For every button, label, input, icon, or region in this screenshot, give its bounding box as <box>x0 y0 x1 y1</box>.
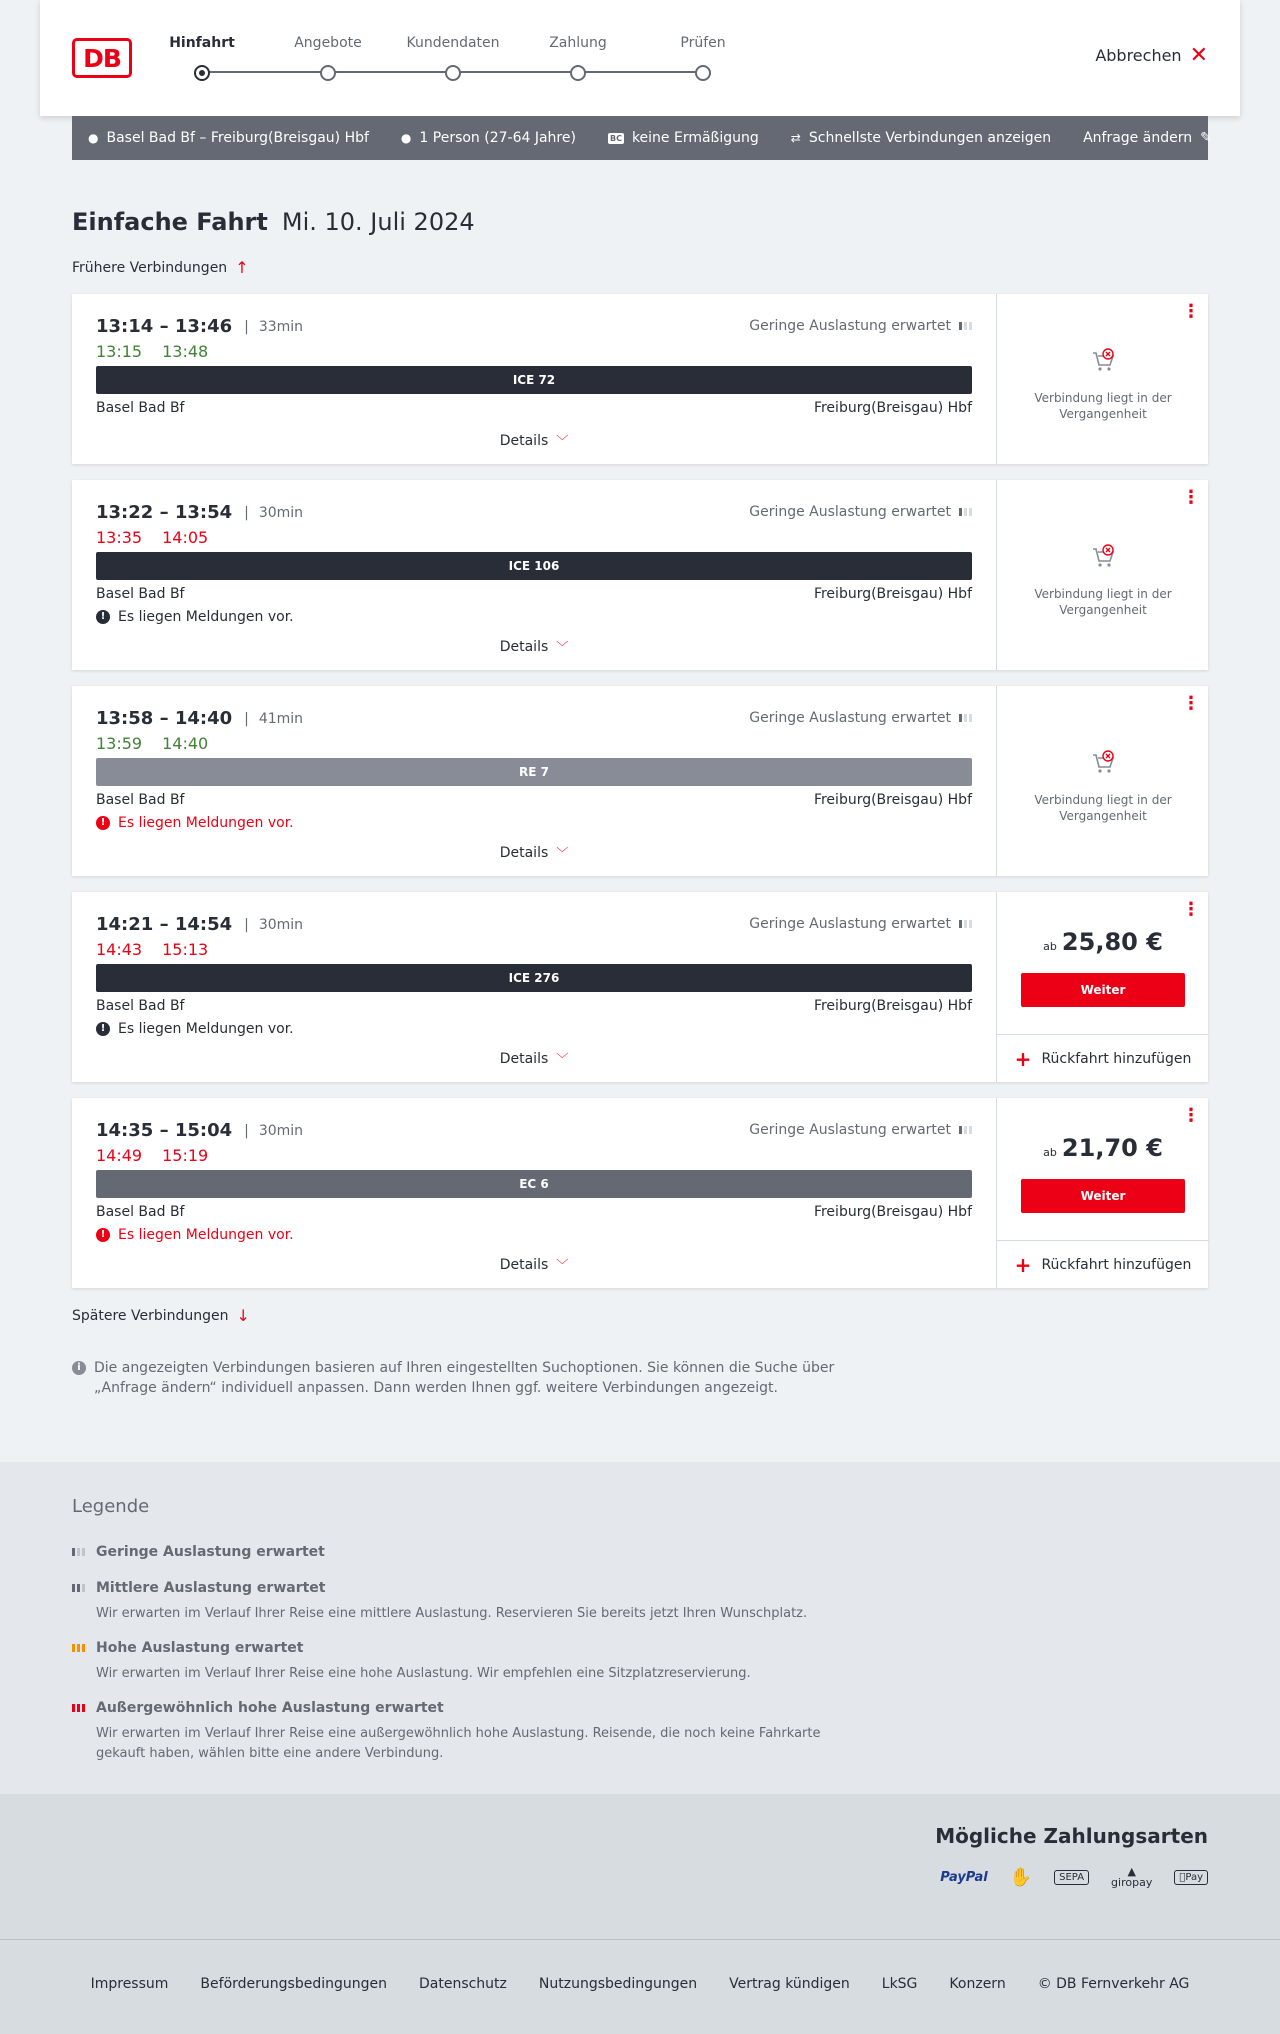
legend-label: Geringe Auslastung erwartet <box>96 1544 325 1560</box>
route-summary[interactable] <box>88 130 369 146</box>
departure-station: Basel Bad Bf <box>96 586 185 602</box>
earlier-label: Frühere Verbindungen <box>72 259 228 276</box>
close-icon: ✕ <box>1189 42 1208 68</box>
train-bar[interactable]: EC 6 <box>96 1170 972 1198</box>
payment-logos <box>940 1866 1208 1888</box>
details-label: Details <box>499 1257 549 1273</box>
connection-times <box>96 502 303 523</box>
trip-type: Einfache Fahrt <box>72 208 268 236</box>
more-options-icon[interactable]: ⋮ <box>1182 693 1200 714</box>
realtime-times <box>96 528 208 547</box>
occupancy-indicator <box>749 916 972 932</box>
step-label: Zahlung <box>549 35 607 51</box>
disruption-message <box>96 815 294 831</box>
realtime-departure: 13:35 <box>96 528 143 547</box>
disruption-message <box>96 1021 294 1037</box>
connection-times <box>96 316 303 337</box>
details-toggle[interactable] <box>72 638 996 655</box>
chevron-down-icon: ﹀ <box>556 1258 569 1272</box>
step-label: Angebote <box>294 35 362 51</box>
add-return-trip-button[interactable] <box>997 1240 1209 1288</box>
payment-methods <box>0 1794 1280 1939</box>
occupancy-low-icon <box>959 322 972 330</box>
step-hinfahrt[interactable] <box>142 34 262 81</box>
connection-times <box>96 708 303 729</box>
occupancy-low-icon <box>959 920 972 928</box>
occupancy-exceptional-icon <box>72 1704 86 1712</box>
legend-label: Mittlere Auslastung erwartet <box>96 1580 326 1596</box>
arrow-down-icon: ↓ <box>236 1306 250 1325</box>
giropay-label: giropay <box>1111 1876 1153 1889</box>
separator: | <box>244 710 249 727</box>
details-toggle[interactable] <box>72 1050 996 1067</box>
chevron-down-icon: ﹀ <box>556 640 569 654</box>
planned-times: 14:21 – 14:54 <box>96 914 233 935</box>
sepa-icon: SEPA <box>1054 1870 1089 1885</box>
later-connections-button[interactable] <box>72 1306 250 1325</box>
step-label: Prüfen <box>680 35 726 51</box>
duration: 41min <box>258 710 304 727</box>
occupancy-indicator <box>749 710 972 726</box>
cart-unavailable-icon <box>1090 750 1116 776</box>
alert-icon: ! <box>96 610 110 624</box>
details-label: Details <box>499 433 549 449</box>
more-options-icon[interactable]: ⋮ <box>1182 301 1200 322</box>
legend-item-low <box>72 1544 852 1560</box>
chevron-down-icon: ﹀ <box>556 1052 569 1066</box>
past-text: Verbindung liegt in der Vergangenheit <box>1034 587 1172 617</box>
applepay-label: Pay <box>1185 1871 1203 1883</box>
realtime-arrival: 15:13 <box>162 940 209 959</box>
passenger-text: 1 Person (27-64 Jahre) <box>419 130 576 146</box>
duration: 30min <box>258 1122 304 1139</box>
step-dot <box>194 65 210 81</box>
route-text: Basel Bad Bf – Freiburg(Breisgau) Hbf <box>106 130 369 146</box>
connection-main[interactable] <box>72 480 996 670</box>
swap-arrows-icon: ⇄ <box>790 131 801 145</box>
realtime-arrival: 15:19 <box>162 1146 209 1165</box>
arrival-station: Freiburg(Breisgau) Hbf <box>813 998 972 1014</box>
price-amount: 21,70 € <box>1061 1134 1163 1162</box>
edit-request-button[interactable] <box>1083 130 1212 146</box>
offer-panel <box>996 294 1208 464</box>
past-text: Verbindung liegt in der Vergangenheit <box>1034 391 1172 421</box>
connection-times <box>96 914 303 935</box>
page-title <box>72 208 475 236</box>
add-return-trip-button[interactable] <box>997 1034 1209 1082</box>
later-label: Spätere Verbindungen <box>72 1307 229 1324</box>
step-pruefen[interactable] <box>643 34 763 81</box>
details-toggle[interactable] <box>72 844 996 861</box>
footer-links <box>0 1976 1280 1992</box>
giropay-logo: ▲ giropay <box>1111 1865 1153 1889</box>
footer-link-konzern[interactable]: Konzern <box>949 1976 1006 1992</box>
continue-button[interactable]: Weiter <box>1021 1179 1185 1213</box>
message-text: Es liegen Meldungen vor. <box>118 1021 294 1037</box>
occupancy-low-icon <box>959 1126 972 1134</box>
realtime-arrival: 13:48 <box>162 342 209 361</box>
train-bar[interactable]: ICE 72 <box>96 366 972 394</box>
occupancy-indicator <box>749 1122 972 1138</box>
footer-copyright: © DB Fernverkehr AG <box>1037 1976 1190 1992</box>
train-bar[interactable]: ICE 106 <box>96 552 972 580</box>
db-logo[interactable]: DB <box>72 38 132 78</box>
legend-label: Hohe Auslastung erwartet <box>96 1640 304 1656</box>
cancel-button[interactable] <box>1095 42 1208 68</box>
station-row <box>96 586 972 602</box>
cart-unavailable-icon <box>1090 544 1116 570</box>
past-connection-notice <box>997 348 1209 422</box>
discount-summary[interactable] <box>608 130 759 146</box>
offer-panel <box>996 892 1208 1082</box>
bahncard-icon: BC <box>609 133 622 143</box>
realtime-departure: 14:43 <box>96 940 143 959</box>
legend-title: Legende <box>72 1496 150 1517</box>
footer-link-datenschutz[interactable]: Datenschutz <box>418 1976 507 1992</box>
continue-button[interactable]: Weiter <box>1021 973 1185 1007</box>
legend-description: Wir erwarten im Verlauf Ihrer Reise eine außergewöhnlich hohe Auslastung. Reisende, die noch keine Fahrkarte gekauft haben, wählen bitte eine andere Verbindung. <box>96 1726 821 1761</box>
planned-times: 13:58 – 14:40 <box>96 708 233 729</box>
chevron-down-icon: ﹀ <box>556 434 569 448</box>
paypal-logo: PayPal <box>940 1869 988 1885</box>
details-toggle[interactable] <box>72 432 996 449</box>
legend-description: Wir erwarten im Verlauf Ihrer Reise eine mittlere Auslastung. Reservieren Sie bereits jetzt Ihren Wunschplatz. <box>96 1606 808 1621</box>
footer-link-lksg[interactable]: LkSG <box>881 1976 918 1992</box>
arrival-station: Freiburg(Breisgau) Hbf <box>813 400 972 416</box>
details-label: Details <box>499 1051 549 1067</box>
occupancy-text: Geringe Auslastung erwartet <box>749 916 951 932</box>
fastest-toggle[interactable] <box>791 130 1051 146</box>
departure-station: Basel Bad Bf <box>96 1204 185 1220</box>
step-dot <box>695 65 711 81</box>
cancel-label: Abbrechen <box>1095 46 1182 65</box>
realtime-times <box>96 1146 208 1165</box>
realtime-times <box>96 940 208 959</box>
footer-link-impressum[interactable]: Impressum <box>90 1976 169 1992</box>
offer-panel <box>996 686 1208 876</box>
search-summary-bar <box>72 116 1212 160</box>
message-text: Es liegen Meldungen vor. <box>118 609 294 625</box>
more-options-icon[interactable]: ⋮ <box>1182 487 1200 508</box>
duration: 30min <box>258 916 304 933</box>
legend-item-medium <box>72 1580 852 1624</box>
earlier-connections-button[interactable] <box>72 258 249 277</box>
edit-request-label: Anfrage ändern <box>1083 130 1193 146</box>
price-amount: 25,80 € <box>1061 928 1163 956</box>
occupancy-text: Geringe Auslastung erwartet <box>749 710 951 726</box>
connection-main[interactable] <box>72 686 996 876</box>
footer-link-befoerderungsbedingungen[interactable]: Beförderungsbedingungen <box>200 1976 387 1992</box>
step-kundendaten[interactable] <box>393 34 513 81</box>
station-row <box>96 998 972 1014</box>
booking-stepper <box>169 34 726 84</box>
occupancy-low-icon <box>959 714 972 722</box>
station-row <box>96 1204 972 1220</box>
header <box>40 0 1240 116</box>
occupancy-text: Geringe Auslastung erwartet <box>749 1122 951 1138</box>
fastest-text: Schnellste Verbindungen anzeigen <box>808 130 1052 146</box>
station-row <box>96 400 972 416</box>
separator: | <box>244 1122 249 1139</box>
price-prefix: ab <box>1043 1146 1057 1159</box>
duration: 30min <box>258 504 304 521</box>
legend-item-high <box>72 1640 852 1684</box>
return-label: Rückfahrt hinzufügen <box>1041 1050 1192 1067</box>
step-angebote[interactable] <box>268 34 388 81</box>
step-dot <box>320 65 336 81</box>
planned-times: 13:22 – 13:54 <box>96 502 233 523</box>
realtime-times <box>96 342 208 361</box>
message-text: Es liegen Meldungen vor. <box>118 815 294 831</box>
connection-card <box>72 686 1208 876</box>
step-label: Hinfahrt <box>169 35 235 51</box>
departure-station: Basel Bad Bf <box>96 400 185 416</box>
occupancy-text: Geringe Auslastung erwartet <box>749 504 951 520</box>
connection-main[interactable] <box>72 1098 996 1288</box>
duration: 33min <box>258 318 304 335</box>
connection-card <box>72 480 1208 670</box>
arrow-up-icon: ↑ <box>235 258 249 277</box>
info-text: Die angezeigten Verbindungen basieren auf Ihren eingestellten Suchoptionen. Sie können die Suche über „Anfrage ändern“ individuell anpassen. Dann werden Ihnen ggf. weitere Verbindungen angezeigt. <box>94 1360 835 1396</box>
info-icon: i <box>72 1361 86 1375</box>
past-connection-notice <box>997 750 1209 824</box>
separator: | <box>244 916 249 933</box>
connection-times <box>96 1120 303 1141</box>
connection-main[interactable] <box>72 892 996 1082</box>
step-dot <box>445 65 461 81</box>
plus-icon: + <box>1014 1046 1032 1071</box>
train-bar[interactable]: RE 7 <box>96 758 972 786</box>
passenger-summary[interactable] <box>401 130 576 146</box>
occupancy-text: Geringe Auslastung erwartet <box>749 318 951 334</box>
separator: | <box>244 504 249 521</box>
footer-link-vertrag-kuendigen[interactable]: Vertrag kündigen <box>729 1976 850 1992</box>
details-label: Details <box>499 845 549 861</box>
trip-date: Mi. 10. Juli 2024 <box>281 208 475 236</box>
past-connection-notice <box>997 544 1209 618</box>
train-bar[interactable]: ICE 276 <box>96 964 972 992</box>
pencil-icon: ✎ <box>1200 130 1212 146</box>
disruption-message <box>96 1227 294 1243</box>
price-prefix: ab <box>1043 940 1057 953</box>
step-label: Kundendaten <box>406 35 500 51</box>
legend-label: Außergewöhnlich hohe Auslastung erwartet <box>96 1700 444 1716</box>
offer-panel <box>996 1098 1208 1288</box>
occupancy-indicator <box>749 504 972 520</box>
search-info-note <box>72 1358 852 1398</box>
occupancy-legend <box>0 1462 1280 1794</box>
planned-times: 14:35 – 15:04 <box>96 1120 233 1141</box>
footer-link-nutzungsbedingungen[interactable]: Nutzungsbedingungen <box>538 1976 698 1992</box>
return-label: Rückfahrt hinzufügen <box>1041 1256 1192 1273</box>
arrival-station: Freiburg(Breisgau) Hbf <box>813 792 972 808</box>
occupancy-high-icon <box>72 1644 86 1652</box>
price-display <box>997 1134 1209 1162</box>
more-options-icon[interactable]: ⋮ <box>1182 899 1200 920</box>
chevron-down-icon: ﹀ <box>556 846 569 860</box>
location-pin-icon: ● <box>88 131 99 145</box>
separator: | <box>244 318 249 335</box>
message-text: Es liegen Meldungen vor. <box>118 1227 294 1243</box>
legend-item-exceptional <box>72 1700 852 1764</box>
cart-unavailable-icon <box>1090 348 1116 374</box>
plus-icon: + <box>1014 1252 1032 1277</box>
details-label: Details <box>499 639 549 655</box>
step-zahlung[interactable] <box>518 34 638 81</box>
occupancy-medium-icon <box>72 1584 86 1592</box>
apple-pay-logo <box>1174 1870 1208 1885</box>
credit-card-icon: ✋ <box>1009 1866 1033 1888</box>
realtime-arrival: 14:05 <box>162 528 209 547</box>
realtime-times <box>96 734 208 753</box>
alert-icon: ! <box>96 1228 110 1242</box>
payments-title: Mögliche Zahlungsarten <box>935 1824 1208 1848</box>
planned-times: 13:14 – 13:46 <box>96 316 233 337</box>
station-row <box>96 792 972 808</box>
arrival-station: Freiburg(Breisgau) Hbf <box>813 586 972 602</box>
connection-card <box>72 892 1208 1082</box>
realtime-arrival: 14:40 <box>162 734 209 753</box>
offer-panel <box>996 480 1208 670</box>
step-dot <box>570 65 586 81</box>
departure-station: Basel Bad Bf <box>96 792 185 808</box>
more-options-icon[interactable]: ⋮ <box>1182 1105 1200 1126</box>
price-display <box>997 928 1209 956</box>
details-toggle[interactable] <box>72 1256 996 1273</box>
occupancy-low-icon <box>959 508 972 516</box>
connection-card <box>72 294 1208 464</box>
connection-main[interactable] <box>72 294 996 464</box>
arrival-station: Freiburg(Breisgau) Hbf <box>813 1204 972 1220</box>
discount-text: keine Ermäßigung <box>631 130 759 146</box>
disruption-message <box>96 609 294 625</box>
occupancy-indicator <box>749 318 972 334</box>
departure-station: Basel Bad Bf <box>96 998 185 1014</box>
realtime-departure: 13:15 <box>96 342 143 361</box>
legend-description: Wir erwarten im Verlauf Ihrer Reise eine hohe Auslastung. Wir empfehlen eine Sitzplatzreservierung. <box>96 1666 751 1681</box>
footer <box>0 1939 1280 2034</box>
person-icon: ● <box>400 131 412 145</box>
alert-icon: ! <box>96 1022 110 1036</box>
past-text: Verbindung liegt in der Vergangenheit <box>1034 793 1172 823</box>
realtime-departure: 14:49 <box>96 1146 143 1165</box>
realtime-departure: 13:59 <box>96 734 143 753</box>
connection-card <box>72 1098 1208 1288</box>
alert-icon: ! <box>96 816 110 830</box>
occupancy-low-icon <box>72 1548 86 1556</box>
